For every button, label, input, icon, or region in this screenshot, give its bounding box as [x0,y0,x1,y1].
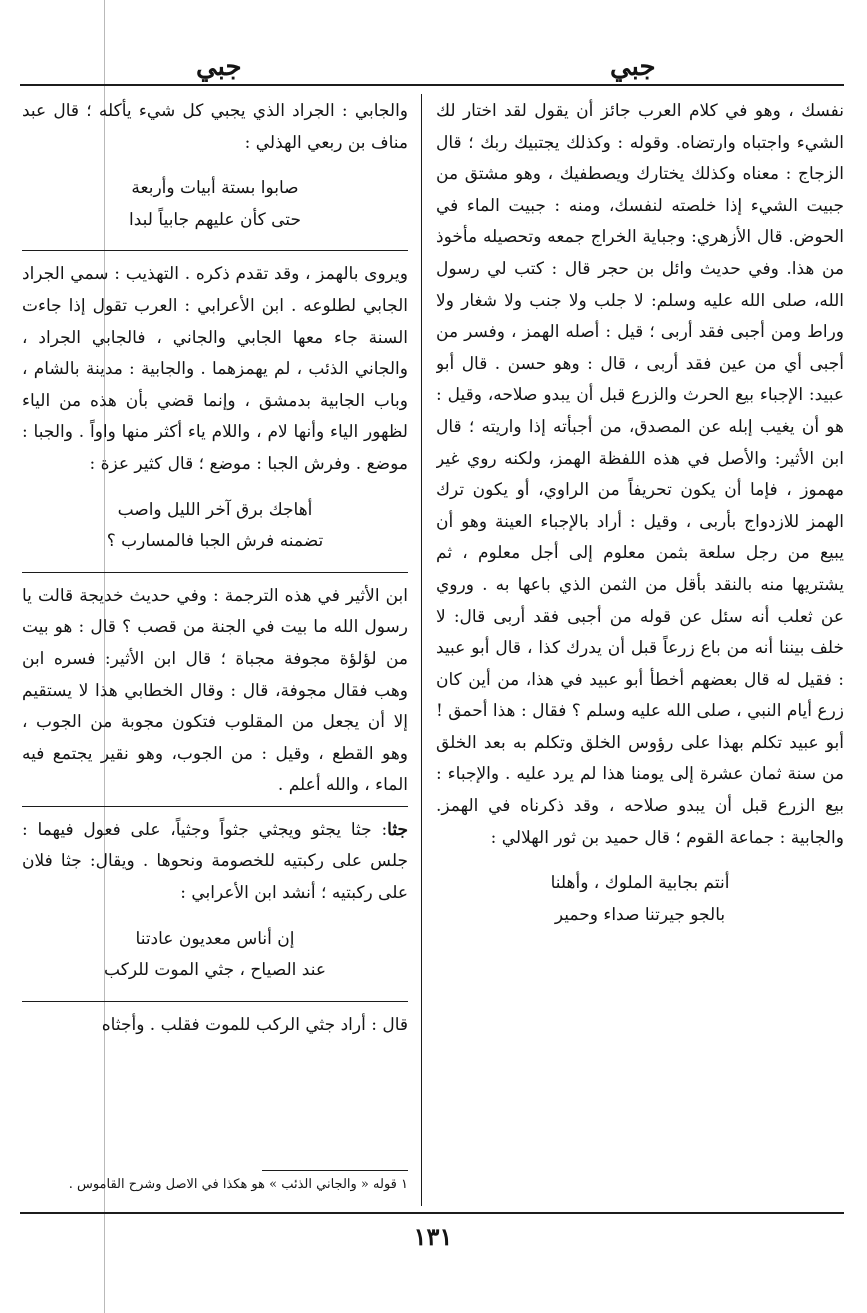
running-header-left: جبي [196,52,242,82]
entry-text: : جثا يجثو ويجثي جثواً وجثياً، على فعول فيهما : جلس على ركبتيه للخصومة ونحوها . ويقال: جثا فلان على ركبتيه ؛ أنشد ابن الأعرابي : [22,819,408,904]
entry-headword: جثا [387,819,408,840]
left-column-paragraph: ابن الأثير في هذه الترجمة : وفي حديث خديجة قالت يا رسول الله ما بيت في الجنة من قصب ؟ قال : هو بيت من لؤلؤة مجوفة مجباة ؛ قال ابن الأثير: فسره ابن وهب فقال مجوفة، قال : وقال الخطابي هذا لا يستقيم إلا أن يجعل من المقلوب فتكون مجوبة من الجوب ، وهو القطع ، وقيل : من الجوب، وهو نقير يجتمع فيه الماء ، والله أعلم . [22,585,408,796]
right-column-paragraph: نفسك ، وهو في كلام العرب جائز أن يقول لقد اختار لك الشيء واجتباه وارتضاه. وقوله : وكذلك يجتبيك ربك ؛ قال الزجاج : معناه وكذلك يختارك ويصطفيك ، وهو مشتق من جبيت الشيء إذا خلصته لنفسك، ومنه : جبيت الماء في الحوض. قال الأزهري: وجباية الخراج جمعه وتحصيله مأخوذ من هذا. وفي حديث وائل بن حجر قال : كتب لي رسول الله، صلى الله عليه وسلم: لا جلب ولا جنب ولا شغار ولا وراط ومن أجبى فقد أربى ؛ قيل : أصله الهمز ، وفسر من أجبى أي من عين فقد أربى ، قال : وهو حسن . قال أبو عبيد: الإجباء بيع الحرث والزرع قبل أن يبدو صلاحه، وقيل : هو أن يغيب إبله عن المصدق، من أجبأته إذا واريته ؛ قال ابن الأثير: والأصل في هذه اللفظة الهمز، ولكنه روي غير مهموز ، فإما أن يكون تحريفاً من الراوي، أو يكون ترك الهمز للازدواج بأربى ، وقيل : أراد بالإجباء العينة وهو أن يبيع من رجل سلعة بثمن معلوم إلى أجل معلوم ، ثم يشتريها منه بالنقد بأقل من الثمن الذي باعها به . وروي عن ثعلب أنه سئل عن قوله من أجبى فقد أربى قال: لا خلف بيننا أنه من باع زرعاً قبل أن يدرك كذا ، قال أبو عبيد : فقيل له قال بعضهم أخطأ أبو عبيد في هذا، من أين كان زرع أيام النبي ، صلى الله عليه وسلم ؟ فقال : هذا أحمق ! أبو عبيد تكلم بهذا على رؤوس الخلق وتكلم به بعد الخلق من سنة ثمان عشرة إلى يومنا هذا لم يرد عليه . والإجباء : بيع الزرع قبل أن يبدو صلاحه ، وقد ذكرناه في الهمز. والجابية : جماعة القوم ؛ قال حميد بن ثور الهلالي : [436,101,844,848]
verse-line: أنتم بجابية الملوك ، وأهلنا [550,873,730,894]
column-divider [421,94,422,1206]
header-rule [20,84,844,86]
entry-separator [22,806,408,807]
running-header-right: جبي [610,52,656,82]
footnote: ١ قوله « والجاني الذئب » هو هكذا في الاصل وشرح القاموس . [68,1177,408,1192]
page-number: ١٣١ [413,1222,453,1251]
verse-line: عند الصياح ، جثي الموت للركب [104,960,326,981]
verse-separator [22,572,408,573]
verse-line: بالجو جيرتنا صداء وحمير [554,904,726,925]
left-column-paragraph: والجابي : الجراد الذي يجبي كل شيء يأكله ؛ قال عبد مناف بن ربعي الهذلي : [22,101,408,153]
left-column-paragraph [22,815,408,910]
footnote-rule [262,1170,408,1171]
verse-separator [22,1001,408,1002]
verse-separator [22,250,408,251]
bottom-rule [20,1212,844,1214]
verse-line: إن أناس معديون عادتنا [135,928,295,949]
left-column-paragraph: ويروى بالهمز ، وقد تقدم ذكره . التهذيب : سمي الجراد الجابي لطلوعه . ابن الأعرابي : العرب تقول إذا جاءت السنة جاء معها الجابي والجاني ، فالجابي الجراد ، والجاني الذئب ، لم يهمزهما . والجابية : مدينة بالشام ، وباب الجابية بدمشق ، وإنما قضي بأن هذه من الياء لظهور الياء وأنها لام ، واللام ياء أكثر منها واواً . والجبا : موضع . وفرش الجبا : موضع ؛ قال كثير عزة : [22,264,408,474]
verse-line: حتى كأن عليهم جابياً لبدا [129,209,301,230]
verse-line: صابوا بستة أبيات وأربعة [131,178,299,199]
verse-line: أهاجك برق آخر الليل واصب [117,499,313,520]
verse-line: تضمنه فرش الجبا فالمسارب ؟ [106,531,324,552]
left-column-paragraph: قال : أراد جثي الركب للموت فقلب . وأجثاه [101,1014,408,1035]
right-column [436,96,844,1208]
left-column [22,96,408,1112]
